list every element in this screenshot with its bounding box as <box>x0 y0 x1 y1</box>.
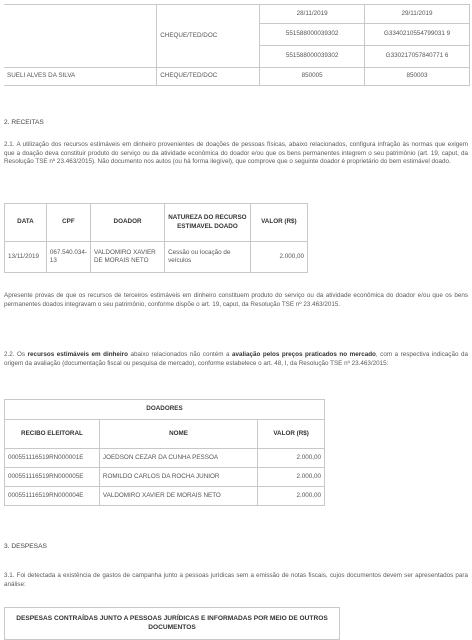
column-header: DATA <box>5 204 47 242</box>
date-header: 29/11/2019 <box>365 5 470 24</box>
payment-type: CHEQUE/TED/DOC <box>157 68 260 86</box>
column-header: CPF <box>46 204 90 242</box>
value-cell: 2.000,00 <box>250 242 307 273</box>
name-cell: VALDOMIRO XAVIER DE MORAIS NETO <box>99 487 257 506</box>
paragraph-3-1: 3.1. Foi detectada a existência de gastos de campanha junto a pessoas jurídicas sem a emissão de notas fiscais, cujos documentos devem ser apresentados para análise: <box>4 572 468 588</box>
paragraph-instruction: Apresente provas de que os recursos de terceiros estimáveis em dinheiro constituem produto do serviço ou da atividade econômica do doador e/ou que os bens permanentes doados integravam o seu patrimônio, conforme dispõe o art. 19, caput, da Resolução TSE nº 23.463/2015. <box>4 292 468 308</box>
text-span: , com a respectiva indicação da origem da avaliação (documentação fiscal ou pesquisa de mercado), conforme estabelece o art. 48, I, da Resolução TSE nº 23.463/2015: <box>4 351 468 367</box>
paragraph-2-1: 2.1. A utilização dos recursos estimáveis em dinheiro provenientes de doações de pessoas físicas, abaixo relacionados, configura infração às normas que exigem que a doação deva constituir produto do serviço ou da atividade econômica do doador e/ou que os bens permanentes integrem o seu patrimônio (art. 19, caput, da Resolução TSE nº 23.463/2015). Não documento nos autos (ou há forma ilegível), que comprove que o seguinte doador é proprietário do bem estimável doado. <box>4 141 468 165</box>
column-header: NOME <box>99 420 257 449</box>
text-span: abaixo relacionados não contém a <box>127 351 233 358</box>
table-row <box>5 468 325 487</box>
name-cell: ROMILDO CARLOS DA ROCHA JUNIOR <box>99 468 257 487</box>
section-title-receitas: 2. RECEITAS <box>4 119 44 126</box>
document-number: G330217057840771 6 <box>365 46 470 68</box>
donor-cell: VALDOMIRO XAVIER DE MORAIS NETO <box>91 242 165 273</box>
column-header: RECIBO ELEITORAL <box>5 420 100 449</box>
top-table <box>4 4 470 86</box>
date-cell: 13/11/2019 <box>5 242 47 273</box>
receipt-cell: 000551116519RN000005E <box>5 468 100 487</box>
paragraph-2-2 <box>4 351 468 368</box>
document-number: 551588000039302 <box>260 24 365 46</box>
document-number: 850003 <box>365 68 470 86</box>
table-row <box>5 449 325 468</box>
table-row <box>5 487 325 506</box>
value-cell: 2.000,00 <box>258 449 325 468</box>
column-header: VALOR (R$) <box>250 204 307 242</box>
value-cell: 2.000,00 <box>258 468 325 487</box>
document-number: 850005 <box>260 68 365 86</box>
receipt-cell: 000551116519RN000004E <box>5 487 100 506</box>
table-caption: DOADORES <box>5 400 325 420</box>
column-header: VALOR (R$) <box>258 420 325 449</box>
section-title-despesas: 3. DESPESAS <box>4 543 47 550</box>
date-header: 28/11/2019 <box>260 5 365 24</box>
column-header: NATUREZA DO RECURSO ESTIMAVEL DOADO <box>165 204 251 242</box>
column-header: DOADOR <box>91 204 165 242</box>
cpf-cell: 067.540.034-13 <box>46 242 90 273</box>
top-table-blank <box>157 5 260 68</box>
payer-name: SUELI ALVES DA SILVA <box>4 68 157 86</box>
expenses-table-header <box>4 607 340 640</box>
nature-cell: Cessão ou locação de veículos <box>165 242 251 273</box>
bold-span: avaliação pelos preços praticados no mercado <box>232 351 376 358</box>
payment-type: CHEQUE/TED/DOC <box>160 31 218 39</box>
receipt-cell: 000551116519RN000001E <box>5 449 100 468</box>
expenses-table-title: DESPESAS CONTRAÍDAS JUNTO A PESSOAS JURÍDICAS E INFORMADAS POR MEIO DE OUTROS DOCUMENTOS <box>16 614 328 631</box>
bold-span: recursos estimáveis em dinheiro <box>27 351 128 358</box>
document-number: 551588000039302 <box>260 46 365 68</box>
name-cell: JOEDSON CEZAR DA CUNHA PESSOA <box>99 449 257 468</box>
document-number: G3340210554799031 9 <box>365 24 470 46</box>
value-cell: 2.000,00 <box>258 487 325 506</box>
top-table-blank <box>4 5 157 68</box>
text-span: 2.2. Os <box>4 351 28 358</box>
donors-table <box>4 399 325 506</box>
donation-table <box>4 203 308 273</box>
